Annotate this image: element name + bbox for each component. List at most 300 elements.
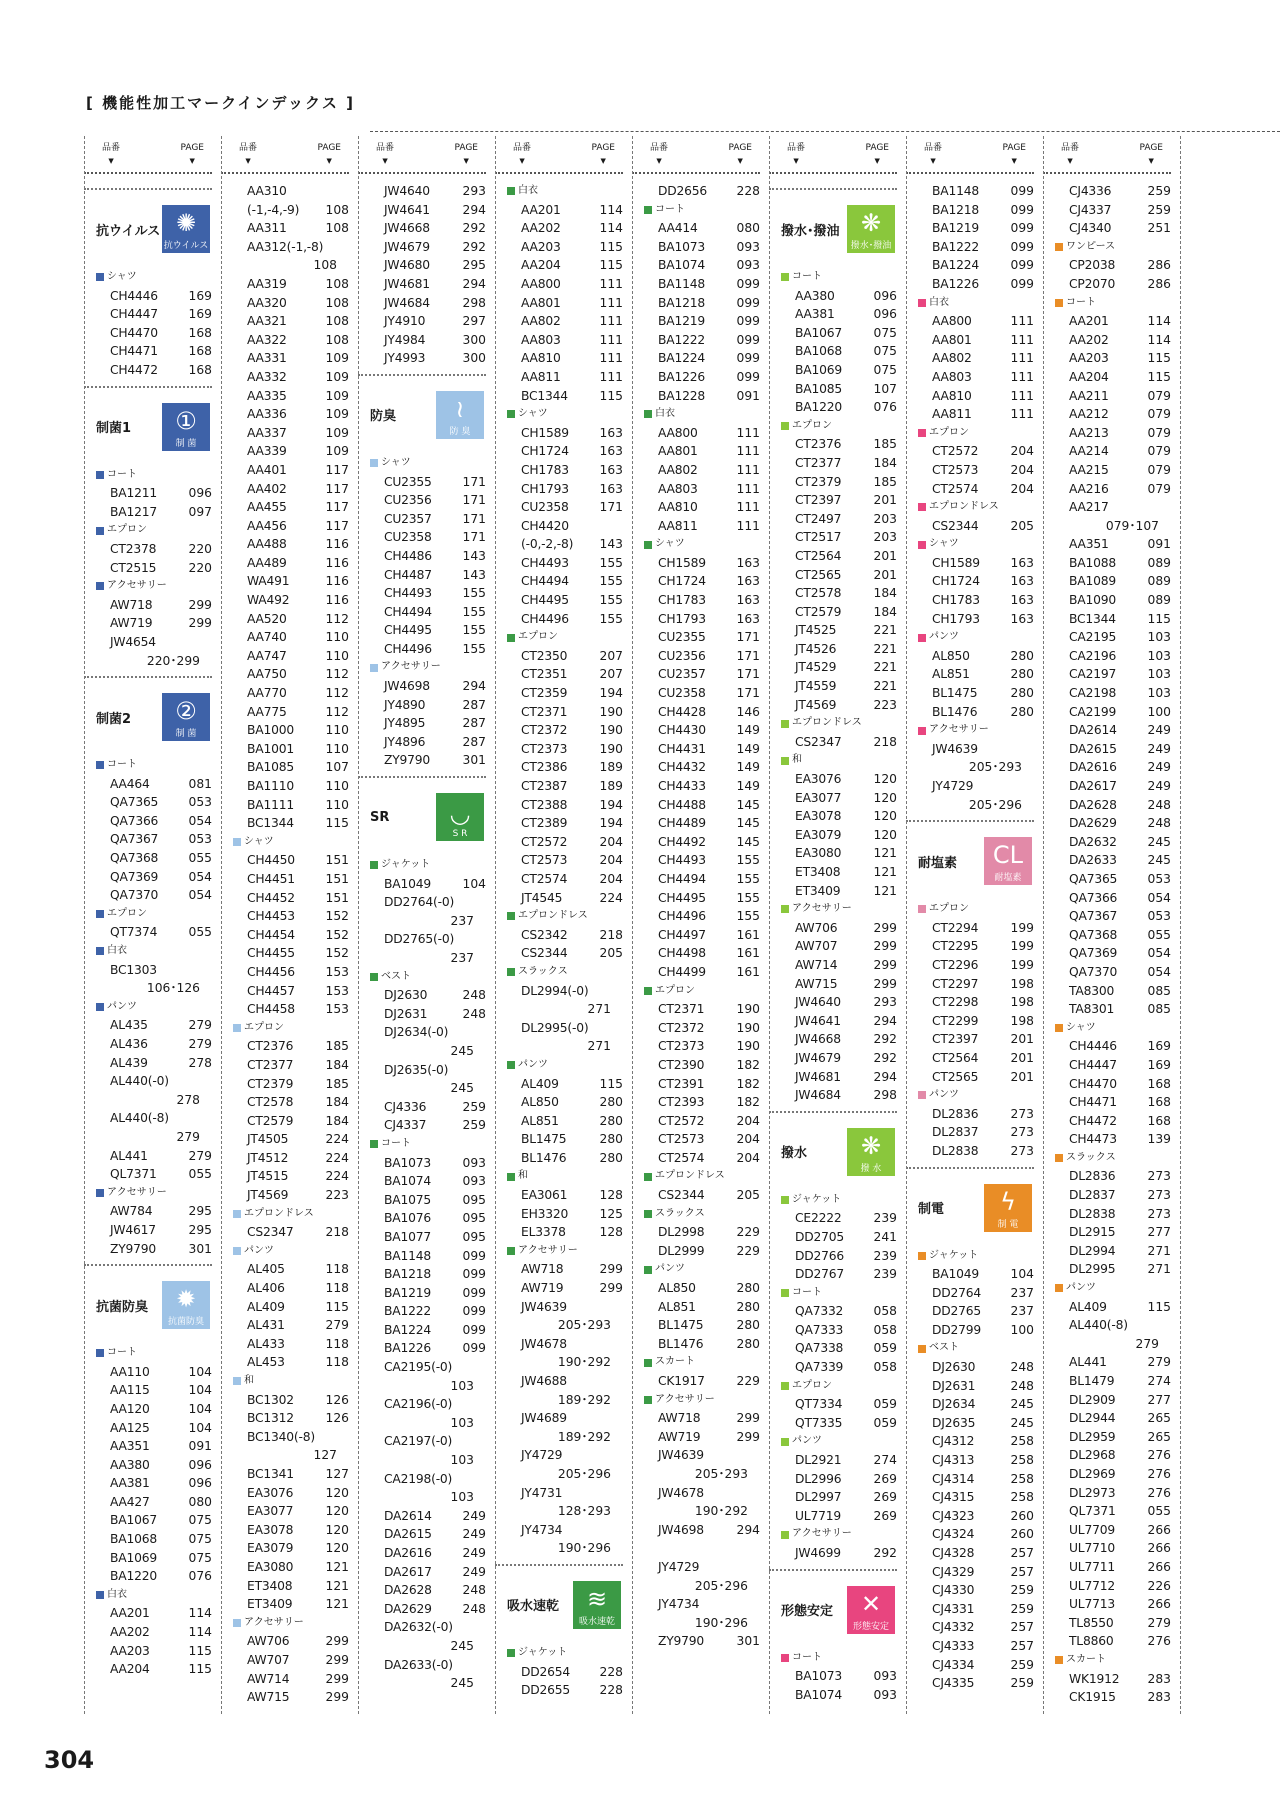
item-page: 292 <box>873 1032 897 1047</box>
category-label <box>769 268 897 287</box>
item-row <box>358 677 486 696</box>
item-page: 299 <box>188 597 212 612</box>
item-code: CS2342 <box>521 927 568 942</box>
item-code: AA800 <box>521 276 561 291</box>
category-name: パンツ <box>929 1089 959 1101</box>
item-page <box>593 517 623 536</box>
category-name: スラックス <box>1066 1151 1116 1163</box>
item-row <box>221 982 349 1001</box>
badge-glyph: ◡ <box>449 800 471 829</box>
item-page: 112 <box>325 704 349 719</box>
item-code: CT2373 <box>521 741 568 756</box>
item-page: 111 <box>599 369 623 384</box>
item-page: 054 <box>188 888 212 903</box>
item-row <box>906 937 1034 956</box>
item-row <box>632 1093 760 1112</box>
item-page: 299 <box>873 939 897 954</box>
item-page: 099 <box>1010 221 1034 236</box>
item-row <box>495 1372 623 1391</box>
item-code: BA1073 <box>384 1155 431 1170</box>
item-row <box>632 777 760 796</box>
item-page: 189 <box>599 760 623 775</box>
item-page: 184 <box>325 1057 349 1072</box>
item-code: CA2196 <box>1069 648 1117 663</box>
item-page: 204 <box>736 1113 760 1128</box>
column-divider <box>358 136 359 1714</box>
item-code: JT4515 <box>247 1169 289 1184</box>
item-row <box>632 294 760 313</box>
item-row <box>632 889 760 908</box>
category-name: 白衣 <box>929 296 949 308</box>
item-code: EH3320 <box>521 1206 569 1221</box>
item-page: 096 <box>188 486 212 501</box>
item-page: 276 <box>1147 1448 1171 1463</box>
item-row <box>632 554 760 573</box>
item-page: 301 <box>462 753 486 768</box>
badge-glyph: ✺ <box>175 209 197 237</box>
item-page: 204 <box>1010 444 1034 459</box>
item-row <box>1043 1075 1171 1094</box>
item-page: 245 <box>1147 853 1171 868</box>
category-name: アクセサリー <box>381 661 441 673</box>
category-label <box>632 1260 760 1279</box>
item-pages: 279 <box>176 1129 200 1144</box>
item-row <box>495 1279 623 1298</box>
item-code: DD2656 <box>658 184 708 198</box>
category-marker-icon <box>644 987 652 995</box>
item-row <box>495 926 623 945</box>
item-row <box>84 1035 212 1054</box>
item-page: 120 <box>873 827 897 842</box>
item-code: AA380 <box>110 1457 150 1472</box>
item-page: 127 <box>325 1466 349 1481</box>
item-code: DL2837 <box>932 1125 979 1140</box>
item-code: (-0,-2,-8) <box>521 537 574 552</box>
category-label <box>221 833 349 852</box>
category-marker-icon <box>918 1345 926 1353</box>
item-page <box>593 1484 623 1503</box>
item-page: 109 <box>325 351 349 366</box>
item-page: 091 <box>1147 537 1171 552</box>
antivirus-icon <box>162 205 210 253</box>
badge-label: 形態安定 <box>852 1621 889 1632</box>
category-label <box>906 1086 1034 1105</box>
item-page: 120 <box>325 1522 349 1537</box>
item-code: AA489 <box>247 555 287 570</box>
item-row <box>1043 1093 1171 1112</box>
index-column-1 <box>84 136 212 1716</box>
badge-label: 制 菌 <box>175 729 197 740</box>
item-page: 111 <box>736 481 760 496</box>
item-page: 249 <box>462 1527 486 1542</box>
item-pages: 205･296 <box>557 1466 611 1481</box>
item-page: 299 <box>736 1429 760 1444</box>
item-code: TL8860 <box>1069 1634 1114 1649</box>
item-row <box>906 703 1034 722</box>
item-code: DD2764 <box>932 1285 982 1300</box>
item-row <box>632 870 760 889</box>
item-pages: 190･292 <box>694 1504 748 1519</box>
item-code: DJ2631 <box>384 1006 428 1021</box>
item-row <box>769 975 897 994</box>
item-code: UL7709 <box>1069 1522 1115 1537</box>
item-page: 108 <box>325 314 349 329</box>
item-code: DA2615 <box>384 1527 432 1542</box>
item-row <box>769 603 897 622</box>
item-row <box>1043 1391 1171 1410</box>
item-row <box>84 812 212 831</box>
item-row <box>358 1265 486 1284</box>
item-code: BA1074 <box>384 1174 431 1189</box>
item-page: 149 <box>736 741 760 756</box>
item-page: 089 <box>1147 574 1171 589</box>
item-code: CT2389 <box>521 816 568 831</box>
item-row <box>1043 647 1171 666</box>
item-row <box>221 1428 349 1447</box>
item-page: 109 <box>325 407 349 422</box>
item-row <box>221 814 349 833</box>
item-code: AA202 <box>110 1625 150 1640</box>
item-row <box>495 1130 623 1149</box>
item-page: 111 <box>1010 332 1034 347</box>
item-code: JW4640 <box>795 995 841 1010</box>
item-row <box>221 387 349 406</box>
item-code: AA212 <box>1069 407 1109 422</box>
item-row <box>221 1130 349 1149</box>
item-page: 228 <box>599 1664 623 1679</box>
column-divider <box>495 136 496 1714</box>
category-marker-icon <box>233 1210 241 1218</box>
item-page: 245 <box>1010 1397 1034 1412</box>
badge-label: 吸水速乾 <box>578 1616 615 1627</box>
item-row <box>1043 1484 1171 1503</box>
category-name: エプロン <box>518 631 558 643</box>
item-row <box>906 1488 1034 1507</box>
item-code: AA802 <box>932 351 972 366</box>
item-code: AA488 <box>247 537 287 552</box>
item-page: 117 <box>325 518 349 533</box>
item-code: BA1217 <box>110 504 157 519</box>
item-code: BA1000 <box>247 723 294 738</box>
item-code: AW706 <box>795 920 838 935</box>
item-page: 294 <box>462 202 486 217</box>
item-page: 099 <box>1010 258 1034 273</box>
category-label <box>906 1339 1034 1358</box>
item-code: CH4471 <box>110 344 158 359</box>
item-code: AW719 <box>521 1281 564 1296</box>
item-code: AA203 <box>1069 351 1109 366</box>
item-code: CT2388 <box>521 797 568 812</box>
item-page: 279 <box>325 1318 349 1333</box>
item-code: AA204 <box>110 1662 150 1677</box>
item-code: BA1111 <box>247 797 294 812</box>
item-page: 279 <box>1147 1615 1171 1630</box>
item-page: 115 <box>325 816 349 831</box>
item-code: CH4456 <box>247 964 295 979</box>
item-row <box>221 1539 349 1558</box>
item-row <box>358 294 486 313</box>
category-label <box>769 1649 897 1668</box>
item-page: 096 <box>188 1457 212 1472</box>
item-page: 269 <box>873 1490 897 1505</box>
item-row <box>84 1363 212 1382</box>
item-code: AA203 <box>110 1643 150 1658</box>
category-label <box>84 1344 212 1363</box>
item-page: 149 <box>736 723 760 738</box>
item-row <box>358 1154 486 1173</box>
item-code: CT2378 <box>110 541 157 556</box>
item-code: DL2838 <box>932 1143 979 1158</box>
item-page: 099 <box>462 1267 486 1282</box>
item-code: BC1344 <box>247 816 294 831</box>
item-code: DL2994 <box>1069 1243 1116 1258</box>
item-row <box>632 312 760 331</box>
feature-section-header <box>84 386 212 466</box>
item-row <box>632 1409 760 1428</box>
item-code: CT2578 <box>795 586 842 601</box>
item-page: 171 <box>736 686 760 701</box>
item-page: 279 <box>188 1018 212 1033</box>
item-row <box>1043 480 1171 499</box>
item-code: WK1912 <box>1069 1671 1120 1686</box>
category-marker-icon <box>96 1189 104 1197</box>
item-code: AL850 <box>658 1281 696 1296</box>
item-page: 220 <box>188 541 212 556</box>
category-label <box>495 182 623 201</box>
category-marker-icon <box>1055 1024 1063 1032</box>
item-code: BA1077 <box>384 1229 431 1244</box>
item-code: AW784 <box>110 1204 153 1219</box>
item-row <box>769 1030 897 1049</box>
category-marker-icon <box>96 471 104 479</box>
item-code: CU2355 <box>384 474 432 489</box>
item-page: 224 <box>599 890 623 905</box>
item-code: AA803 <box>658 481 698 496</box>
category-name: スラックス <box>655 1207 705 1219</box>
item-page: 163 <box>599 444 623 459</box>
item-code: QT7335 <box>795 1415 843 1430</box>
category-label <box>1043 1019 1171 1038</box>
item-page: 093 <box>736 258 760 273</box>
item-code: BA1001 <box>247 741 294 756</box>
item-page: 266 <box>1147 1541 1171 1556</box>
item-code: JW4668 <box>795 1032 841 1047</box>
item-code: BA1218 <box>658 295 705 310</box>
item-page: 099 <box>1010 202 1034 217</box>
item-page <box>456 893 486 912</box>
item-page: 201 <box>1010 1050 1034 1065</box>
item-code: CH4458 <box>247 1002 295 1017</box>
item-page <box>456 1023 486 1042</box>
badge-label: 撥水･撥油 <box>850 241 892 251</box>
item-page: 075 <box>188 1513 212 1528</box>
item-pages: 237 <box>450 951 474 965</box>
item-pages: 205･296 <box>968 797 1022 812</box>
item-page: 201 <box>873 548 897 563</box>
item-row <box>769 658 897 677</box>
item-page: 112 <box>325 686 349 701</box>
item-code: DL2997 <box>795 1490 842 1505</box>
item-code: AA750 <box>247 667 287 682</box>
item-code: JT4569 <box>795 697 837 712</box>
item-row <box>495 833 623 852</box>
item-code: BA1148 <box>658 276 705 291</box>
item-row <box>1043 758 1171 777</box>
item-code: AA201 <box>110 1606 150 1621</box>
item-code: AA332 <box>247 369 287 384</box>
item-row <box>769 826 897 845</box>
item-page: 155 <box>599 593 623 608</box>
item-row <box>769 1265 897 1284</box>
item-code: (-1,-4,-9) <box>247 202 300 217</box>
item-code: DD2767 <box>795 1267 845 1282</box>
item-page: 115 <box>188 1643 212 1658</box>
item-page: 100 <box>1147 704 1171 719</box>
item-page: 205 <box>1010 518 1034 533</box>
item-code: BL1475 <box>658 1318 704 1333</box>
item-row <box>221 498 349 517</box>
item-row <box>769 510 897 529</box>
item-code: AA455 <box>247 500 287 515</box>
item-code: CT2390 <box>658 1057 705 1072</box>
item-row <box>495 387 623 406</box>
item-row <box>221 944 349 963</box>
item-page: 054 <box>188 869 212 884</box>
item-row <box>358 640 486 659</box>
category-label <box>84 466 212 485</box>
column-header <box>84 136 212 174</box>
item-page: 239 <box>873 1267 897 1282</box>
category-name: ジャケット <box>381 859 431 871</box>
item-page: 143 <box>599 537 623 552</box>
item-page: 259 <box>1010 1657 1034 1672</box>
item-page: 280 <box>1010 648 1034 663</box>
item-row <box>221 1112 349 1131</box>
item-page: 097 <box>188 504 212 519</box>
item-page: 108 <box>325 332 349 347</box>
item-page: 163 <box>736 555 760 570</box>
item-code: AA204 <box>521 258 561 273</box>
item-page: 257 <box>1010 1546 1034 1560</box>
item-page: 114 <box>188 1606 212 1621</box>
item-code: EA3078 <box>795 809 842 824</box>
item-page: 218 <box>599 927 623 942</box>
item-row <box>495 684 623 703</box>
item-page: 110 <box>325 630 349 645</box>
item-row <box>495 331 623 350</box>
category-label <box>221 1242 349 1261</box>
category-marker-icon <box>918 1091 926 1099</box>
item-row <box>221 851 349 870</box>
column-divider <box>906 136 907 1714</box>
item-row <box>906 740 1034 759</box>
item-code: CH4450 <box>247 853 295 868</box>
item-page: 259 <box>462 1118 486 1133</box>
item-row <box>769 305 897 324</box>
item-row <box>495 498 623 517</box>
item-pages: 205･293 <box>557 1318 611 1333</box>
column-header <box>221 136 349 174</box>
item-code: CT2397 <box>795 493 842 508</box>
item-row <box>906 312 1034 331</box>
item-row <box>769 1209 897 1228</box>
item-page: 163 <box>599 425 623 440</box>
category-marker-icon <box>370 973 378 981</box>
item-code: DJ2634(-0) <box>384 1025 449 1040</box>
category-marker-icon <box>370 459 378 467</box>
item-row <box>906 1507 1034 1526</box>
item-code: EA3077 <box>795 790 842 805</box>
item-code: CT2578 <box>247 1095 294 1110</box>
item-page: 259 <box>1010 1676 1034 1691</box>
item-page: 279 <box>188 1037 212 1051</box>
item-page: 248 <box>1010 1378 1034 1393</box>
item-page: 276 <box>1147 1466 1171 1481</box>
item-page: 286 <box>1147 258 1171 273</box>
item-row <box>906 1563 1034 1582</box>
item-code: AL435 <box>110 1018 148 1033</box>
item-code: CH4492 <box>658 834 706 849</box>
item-code: CH4494 <box>521 574 569 589</box>
item-row <box>495 665 623 684</box>
category-label <box>495 405 623 424</box>
item-code: CH4451 <box>247 871 295 886</box>
item-page: 299 <box>599 1281 623 1296</box>
item-row <box>358 528 486 547</box>
item-page: 169 <box>1147 1039 1171 1054</box>
item-code: JY4993 <box>384 351 426 366</box>
item-code: JY4890 <box>384 697 426 712</box>
item-code: AA803 <box>932 369 972 384</box>
item-code: CJ4336 <box>1069 184 1112 198</box>
item-row <box>769 1686 897 1705</box>
category-marker-icon <box>96 1349 104 1357</box>
category-name: シャツ <box>381 456 411 468</box>
item-code: BA1110 <box>247 779 294 793</box>
item-page: 121 <box>873 865 897 879</box>
item-page: 115 <box>1147 369 1171 384</box>
item-row <box>358 621 486 640</box>
column-header <box>906 136 1034 174</box>
item-page: 163 <box>599 462 623 477</box>
item-code: CJ4329 <box>932 1564 975 1579</box>
item-code: BA1226 <box>932 276 979 291</box>
item-row <box>769 1068 897 1087</box>
item-code: QA7369 <box>110 869 159 884</box>
column-header <box>358 136 486 174</box>
item-page <box>593 1372 623 1391</box>
item-code: BA1068 <box>795 344 842 359</box>
item-row <box>1043 1316 1171 1335</box>
item-page: 239 <box>873 1211 897 1226</box>
item-code: AW715 <box>247 1690 290 1705</box>
item-row <box>495 1663 623 1682</box>
soil-release-icon <box>436 793 484 841</box>
item-row <box>358 349 486 368</box>
item-row <box>769 863 897 882</box>
item-row <box>906 554 1034 573</box>
item-page: 163 <box>736 593 760 608</box>
item-row <box>84 540 212 559</box>
item-row <box>906 919 1034 938</box>
item-page: 163 <box>1010 611 1034 626</box>
category-label <box>906 721 1034 740</box>
item-row <box>1043 703 1171 722</box>
item-page: 111 <box>736 518 760 533</box>
item-row <box>632 1484 760 1503</box>
item-row <box>1043 1409 1171 1428</box>
item-list <box>221 174 349 1707</box>
